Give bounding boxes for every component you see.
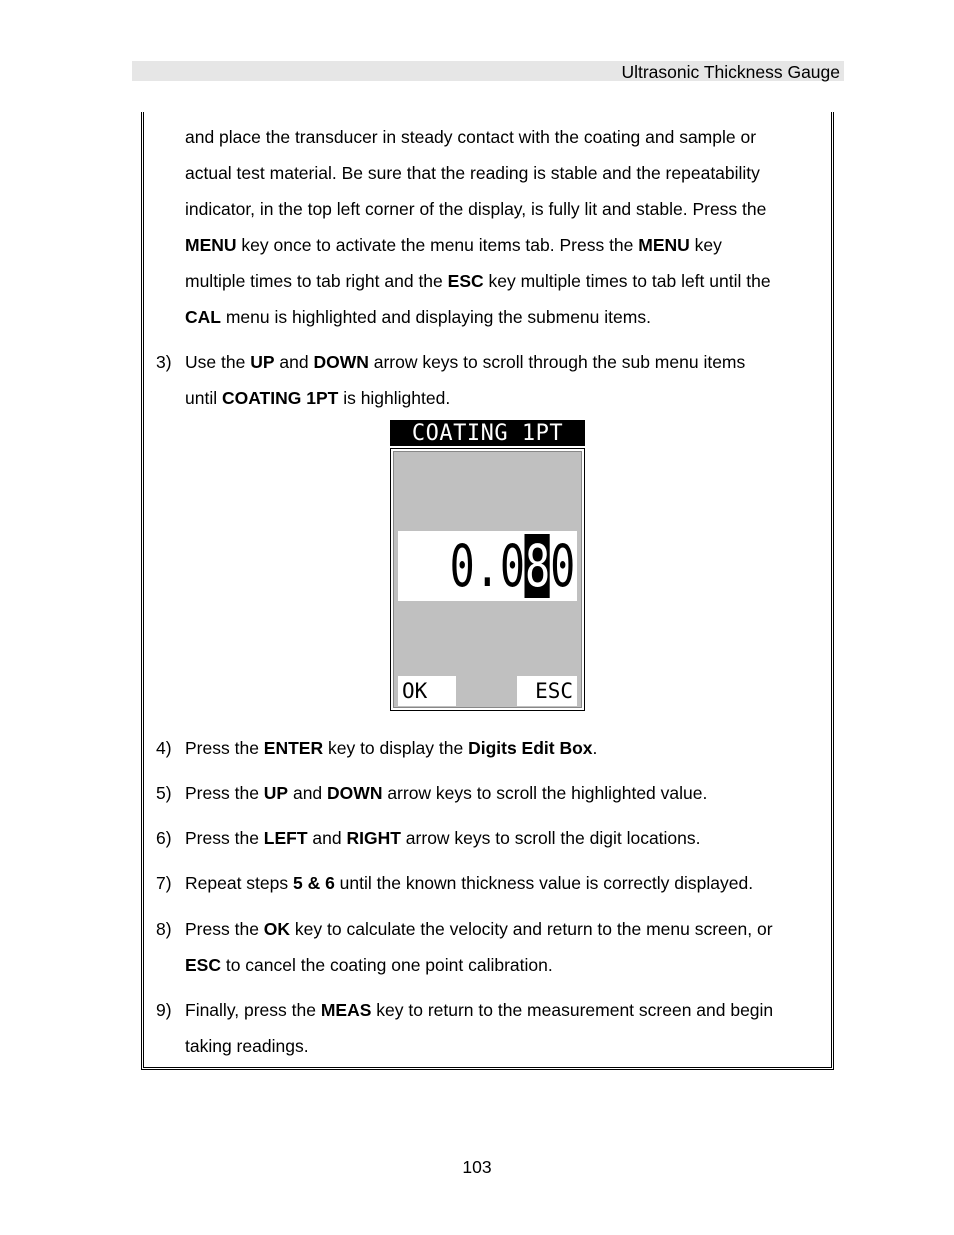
intro-line-3: indicator, in the top left corner of the display, is fully lit and stable. Press the — [185, 199, 767, 219]
digit: 0 — [500, 532, 524, 600]
intro-line-6 — [185, 299, 825, 335]
intro-line-2: actual test material. Be sure that the reading is stable and the repeatability — [185, 163, 760, 183]
page-number: 103 — [462, 1157, 492, 1177]
intro-line-1: and place the transducer in steady contact with the coating and sample or — [185, 127, 757, 147]
step-text — [185, 344, 825, 416]
step-text-part: arrow keys to scroll the digit locations. — [400, 828, 701, 848]
step-text-part: until the known thickness value is correctly displayed. — [334, 873, 754, 893]
gauge-screen — [390, 448, 585, 711]
step-text-part: arrow keys to scroll through the sub menu items — [368, 352, 746, 372]
key-cal: CAL — [185, 307, 221, 327]
esc-softkey: ESC — [517, 676, 577, 706]
step-text-part: to cancel the coating one point calibration. — [220, 955, 553, 975]
intro-text: key — [689, 235, 722, 255]
step-text-part: Press the — [185, 783, 264, 803]
step-number: 5) — [156, 783, 172, 803]
intro-text: key multiple times to tab left until the — [483, 271, 771, 291]
key-esc: ESC — [447, 271, 484, 291]
screen-background — [393, 451, 582, 708]
intro-line-4 — [185, 227, 825, 263]
intro-text: key once to activate the menu items tab. Press the — [236, 235, 639, 255]
digits-edit-box-term: Digits Edit Box — [468, 738, 593, 758]
step-text-part: Use the — [185, 352, 251, 372]
step-text-part: Press the — [185, 919, 264, 939]
digit: 0 — [550, 532, 575, 600]
step-text — [185, 911, 825, 983]
step-text-part: key to display the — [323, 738, 469, 758]
step-number: 8) — [156, 919, 172, 939]
step-text-part: . — [592, 738, 598, 758]
step-number: 7) — [156, 873, 172, 893]
key-up: UP — [250, 352, 275, 372]
thickness-value — [449, 533, 575, 599]
step-number: 6) — [156, 828, 172, 848]
step-text — [185, 865, 825, 901]
step-text-part: Finally, press the — [185, 1000, 321, 1020]
ok-softkey: OK — [398, 676, 456, 706]
highlighted-digit: 8 — [525, 532, 550, 600]
key-ok: OK — [263, 919, 291, 939]
step-text-part: key to calculate the velocity and return to the menu screen, or — [290, 919, 773, 939]
step-text-part: is highlighted. — [338, 388, 451, 408]
menu-coating-1pt: COATING 1PT — [221, 388, 339, 408]
key-down: DOWN — [327, 783, 383, 803]
key-enter: ENTER — [263, 738, 324, 758]
step-text-part: taking readings. — [185, 1036, 309, 1056]
step-text-part: Press the — [185, 738, 264, 758]
key-menu: MENU — [638, 235, 690, 255]
steps-reference: 5 & 6 — [292, 873, 335, 893]
key-left: LEFT — [263, 828, 308, 848]
step-text-part: arrow keys to scroll the highlighted value. — [382, 783, 708, 803]
step-number: 3) — [156, 352, 172, 372]
digits-edit-box — [398, 531, 577, 601]
key-menu: MENU — [185, 235, 237, 255]
intro-text: menu is highlighted and displaying the submenu items. — [220, 307, 651, 327]
step-text-part: and — [307, 828, 347, 848]
intro-text: multiple times to tab right and the — [185, 271, 448, 291]
page-header — [132, 61, 844, 81]
decimal-point: . — [475, 532, 499, 600]
step-text — [185, 992, 825, 1064]
step-text-part: and — [288, 783, 328, 803]
header-title: Ultrasonic Thickness Gauge — [621, 62, 840, 82]
step-text-part: Repeat steps — [185, 873, 293, 893]
step-text — [185, 820, 825, 856]
digit: 0 — [450, 532, 474, 600]
step-number: 9) — [156, 1000, 172, 1020]
step-text-part: key to return to the measurement screen and begin — [371, 1000, 774, 1020]
key-esc: ESC — [185, 955, 221, 975]
step-text — [185, 775, 825, 811]
key-right: RIGHT — [346, 828, 401, 848]
step-text-part: Press the — [185, 828, 264, 848]
step-number: 4) — [156, 738, 172, 758]
step-text-part: until — [185, 388, 222, 408]
intro-line-5 — [185, 263, 825, 299]
key-meas: MEAS — [320, 1000, 372, 1020]
key-down: DOWN — [313, 352, 369, 372]
key-up: UP — [263, 783, 289, 803]
step-text — [185, 730, 825, 766]
screen-title: COATING 1PT — [390, 420, 585, 446]
step-text-part: and — [274, 352, 314, 372]
